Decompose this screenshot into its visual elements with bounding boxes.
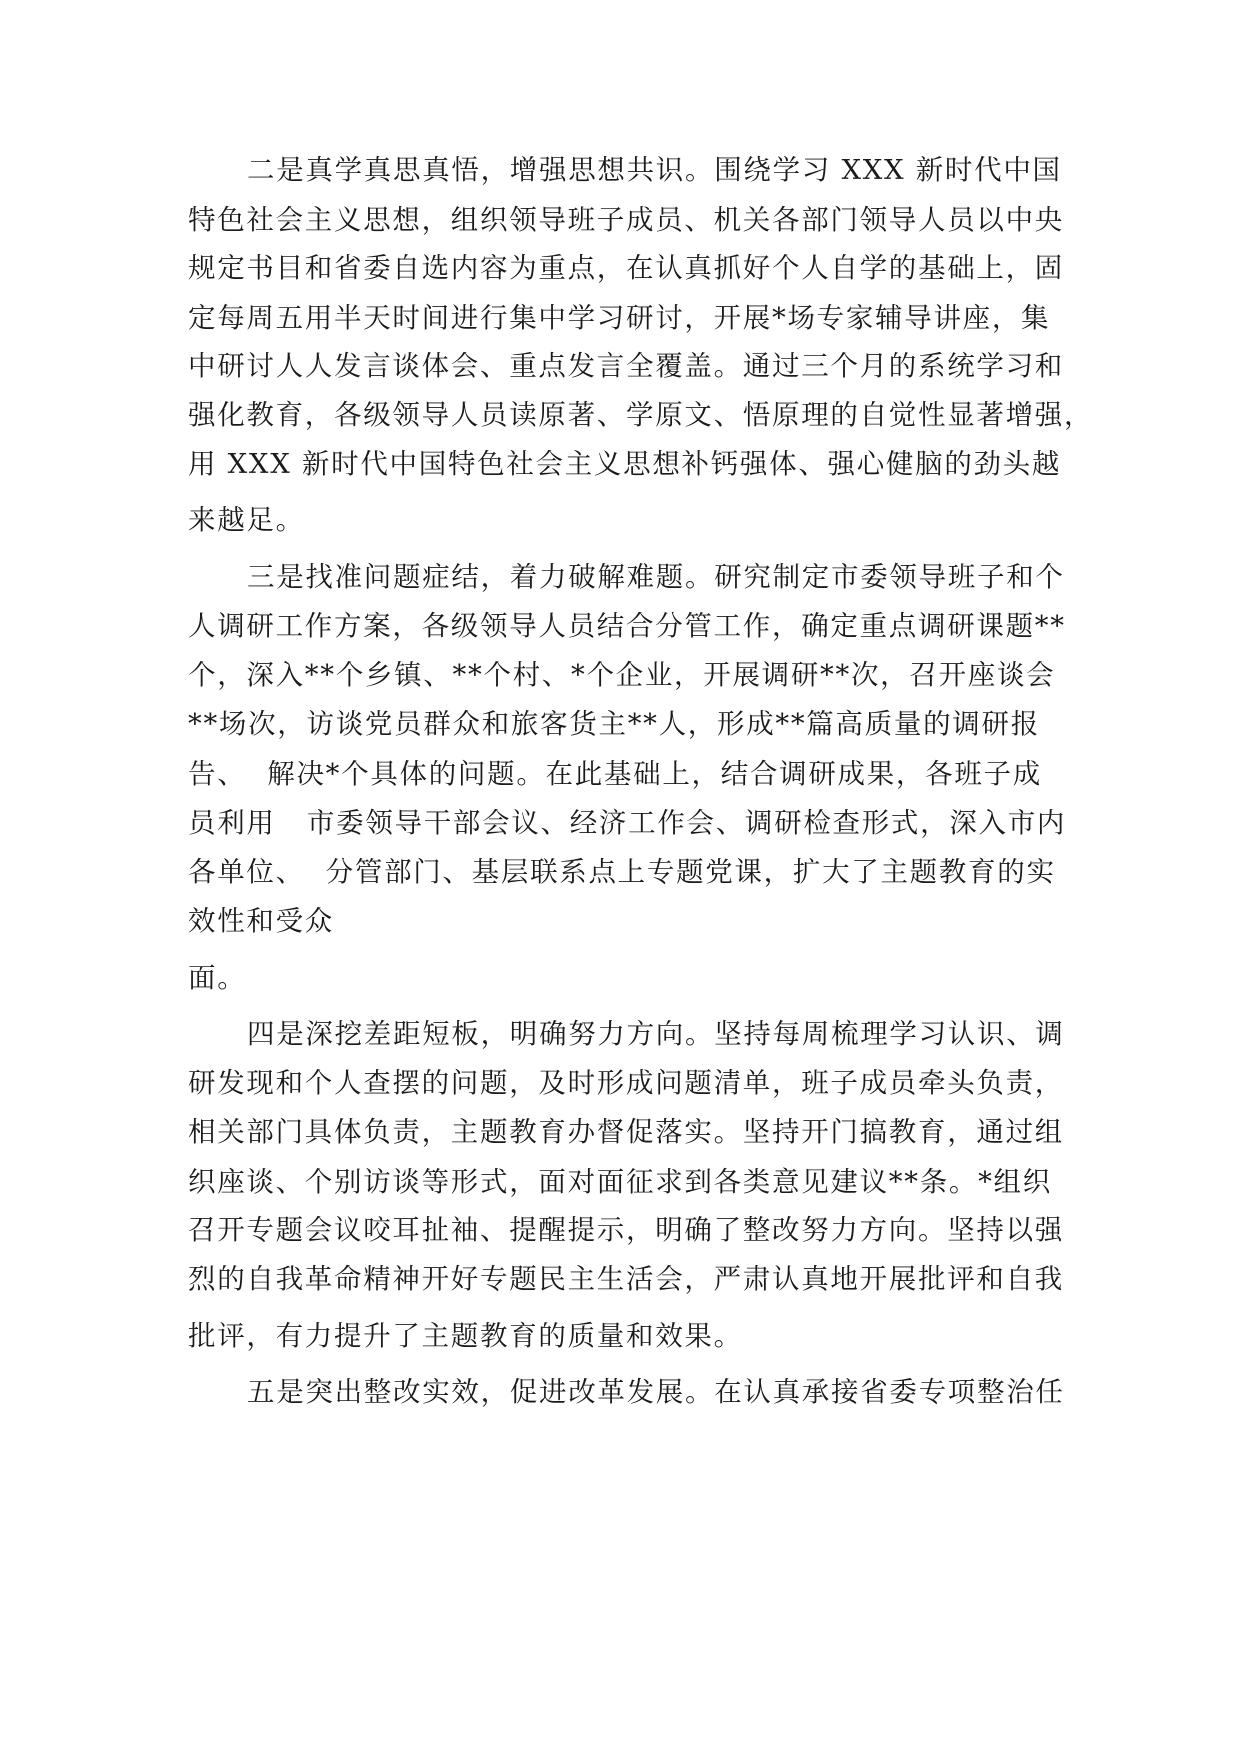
paragraph-4-line-6: 烈的自我革命精神开好专题民主生活会，严肃认真地开展批评和自我 (188, 1263, 1064, 1295)
paragraph-2-line-7: 用 XXX 新时代中国特色社会主义思想补钙强体、强心健脑的劲头越 (188, 448, 1062, 480)
paragraph-3-line-8: 效性和受众 (188, 905, 334, 937)
paragraph-2-line-8: 来越足。 (188, 504, 305, 536)
paragraph-4-line-7: 批评，有力提升了主题教育的质量和效果。 (188, 1320, 743, 1352)
paragraph-2-line-4: 定每周五用半天时间进行集中学习研讨，开展*场专家辅导讲座，集 (188, 302, 1051, 334)
paragraph-3-line-1: 三是找准问题症结，着力破解难题。研究制定市委领导班子和个 (247, 561, 1065, 593)
paragraph-2-line-1: 二是真学真思真悟，增强思想共识。围绕学习 XXX 新时代中国 (247, 154, 1062, 186)
paragraph-4-line-2: 研发现和个人查摆的问题，及时形成问题清单，班子成员牵头负责， (188, 1067, 1064, 1099)
paragraph-4-line-5: 召开专题会议咬耳扯袖、提醒提示，明确了整改努力方向。坚持以强 (188, 1214, 1064, 1246)
paragraph-4-line-3: 相关部门具体负责，主题教育办督促落实。坚持开门搞教育，通过组 (188, 1116, 1064, 1148)
paragraph-4-line-4: 织座谈、个别访谈等形式，面对面征求到各类意见建议**条。*组织 (188, 1166, 1052, 1198)
paragraph-3-line-5: 告、 解决*个具体的问题。在此基础上，结合调研成果，各班子成 (188, 758, 1042, 790)
paragraph-2-line-5: 中研讨人人发言谈体会、重点发言全覆盖。通过三个月的系统学习和 (188, 350, 1064, 382)
paragraph-3-line-3: 个，深入**个乡镇、**个村、*个企业，开展调研**次，召开座谈会 (188, 659, 1056, 691)
paragraph-3-line-9: 面。 (188, 962, 247, 994)
paragraph-3-line-2: 人调研工作方案，各级领导人员结合分管工作，确定重点调研课题** (188, 610, 1066, 642)
paragraph-4-line-1: 四是深挖差距短板，明确努力方向。坚持每周梳理学习认识、调 (247, 1018, 1065, 1050)
paragraph-2-line-3: 规定书目和省委自选内容为重点，在认真抓好个人自学的基础上，固 (188, 252, 1064, 284)
paragraph-3-line-7: 各单位、 分管部门、基层联系点上专题党课，扩大了主题教育的实 (188, 856, 1056, 888)
paragraph-3-line-4: **场次，访谈党员群众和旅客货主**人，形成**篇高质量的调研报 (188, 708, 1040, 740)
paragraph-3-line-6: 员利用 市委领导干部会议、经济工作会、调研检查形式，深入市内 (188, 807, 1067, 839)
paragraph-5-line-1: 五是突出整改实效，促进改革发展。在认真承接省委专项整治任 (247, 1376, 1065, 1408)
paragraph-2-line-6: 强化教育，各级领导人员读原著、学原文、悟原理的自觉性显著增强， (188, 399, 1094, 431)
paragraph-2-line-2: 特色社会主义思想，组织领导班子成员、机关各部门领导人员以中央 (188, 204, 1064, 236)
